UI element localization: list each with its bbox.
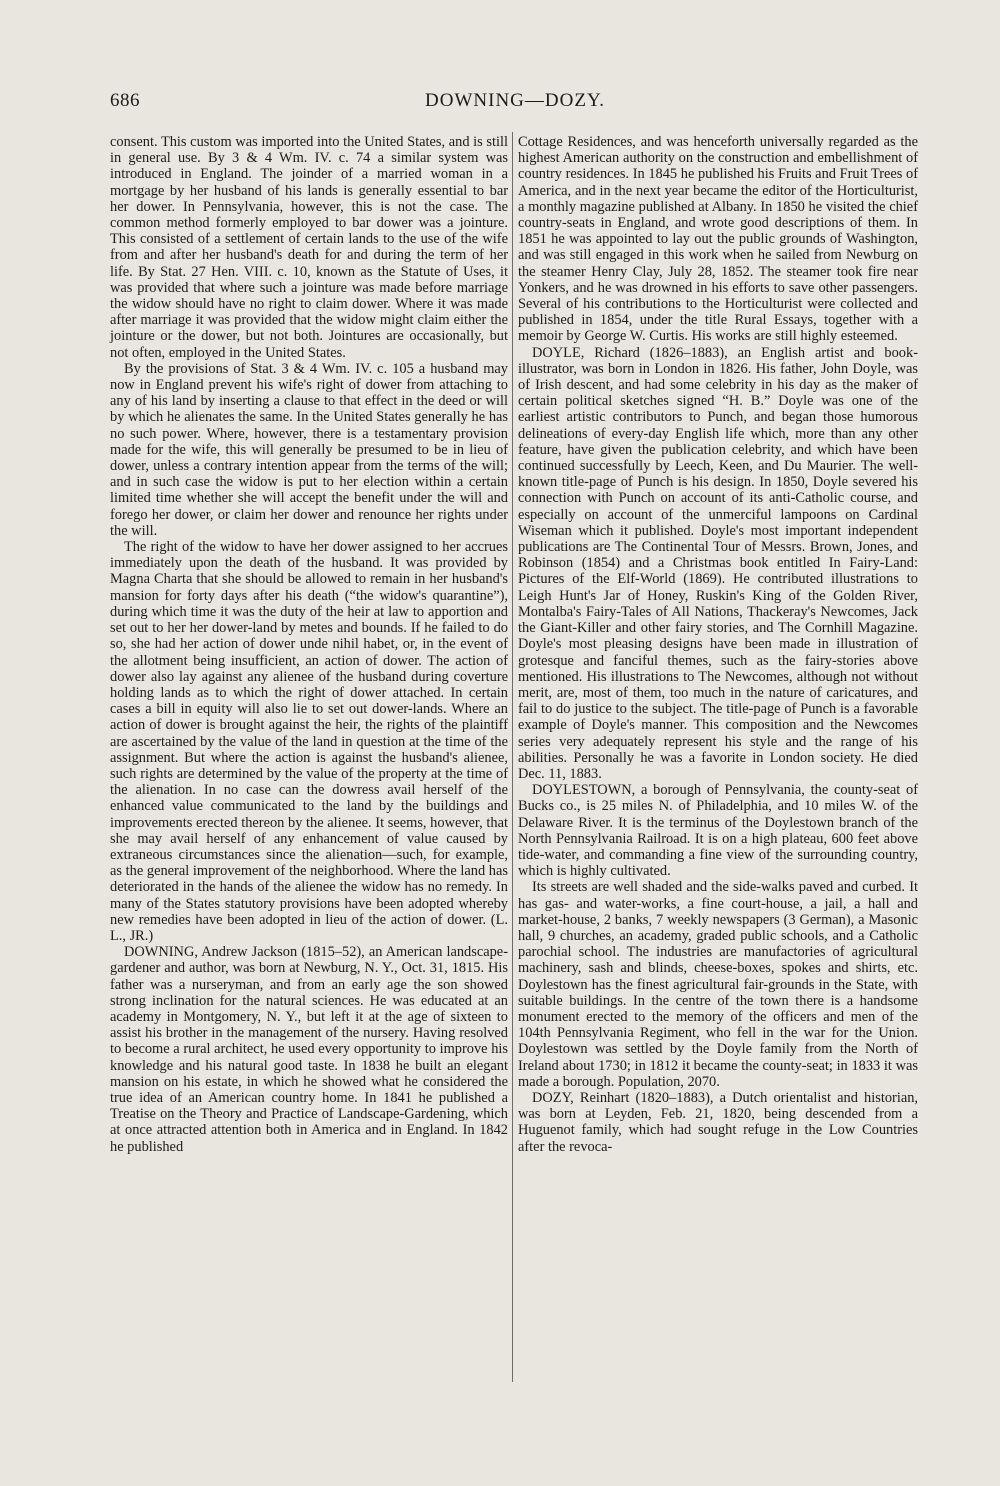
paragraph: The right of the widow to have her dower assigned to her accrues immediately upon the death of the husband. It was provided by Magna Charta that she should be allowed to remain in her husband's mansion for forty days after his death (“the widow's quarantine”), during which time it was the duty of the heir at law to apportion and set out to her her dower-land by metes and bounds. If he failed to do so, she had her action of dower unde nihil habet, or, in the event of the allotment being insufficient, an action of dower. The action of dower also lay against any alienee of the husband during coverture holding lands as to which the right of dower attached. In certain cases a bill in equity will also lie to set out dower-lands. Where an action of dower is brought against the heir, the rights of the plaintiff are ascertained by the value of the land in question at the time of the assignment. But where the action is against the husband's alienee, such rights are determined by the value of the property at the time of the alienation. In no case can the dowress avail herself of the enhanced value communicated to the land by the buildings and improvements erected thereon by the alienee. It seems, however, that she may avail herself of any enhancement of value caused by extraneous circumstances since the alienation—such, for example, as the general improvement of the neighborhood. Where the land has deteriorated in the hands of the alienee the widow has no remedy. In many of the States statutory provisions have been adopted whereby new remedies have been adopted in lieu of the action of dower. (L. L., JR.) bbox=[110, 539, 508, 944]
running-head: DOWNING—DOZY. bbox=[425, 90, 605, 111]
paragraph: Its streets are well shaded and the side-walks paved and curbed. It has gas- and water-works, a fine court-house, a jail, a hall and market-house, 2 banks, 7 weekly newspapers (3 German), a Masonic hall, 9 churches, an academy, graded public schools, and a Catholic parochial school. The industries are manufactories of agricultural machinery, sash and blinds, cheese-boxes, spokes and shirts, etc. Doylestown has the finest agricultural fair-grounds in the State, with suitable buildings. In the centre of the town there is a handsome monument erected to the memory of the officers and men of the 104th Pennsylvania Regiment, who fell in the war for the Union. Doylestown was settled by the Doyle family from the North of Ireland about 1730; in 1812 it became the county-seat; in 1833 it was made a borough. Population, 2070. bbox=[518, 879, 918, 1090]
entry-heading: DOWNING, Andrew Jackson bbox=[124, 944, 298, 961]
paragraph: consent. This custom was imported into the United States, and is still in general use. By 3 & 4 Wm. IV. c. 74 a similar system was introduced in England. The joinder of a married woman in a mortgage by her husband of his lands is generally essential to bar her dower. In Pennsylvania, however, this is not the case. The common method formerly employed to bar dower was a jointure. This consisted of a settlement of certain lands to the use of the wife from and after her husband's death for and during the term of her life. By Stat. 27 Hen. VIII. c. 10, known as the Statute of Uses, it was provided that where such a jointure was made before marriage the widow should have no right to claim dower. Where it was made after marriage it was provided that the widow might claim either the jointure or the dower, but not both. Jointures are occasionally, but not often, employed in the United States. bbox=[110, 134, 508, 361]
entry-heading: DOZY, Reinhart bbox=[532, 1089, 630, 1106]
column-divider bbox=[512, 132, 513, 1382]
entry-heading: DOYLE, Richard bbox=[532, 344, 640, 361]
entry-body: (1826–1883), an English artist and book-illustrator, was born in London in 1826. His father, John Doyle, was of Irish descent, and had some celebrity in his day as the maker of certain political sketches signed “H. B.” Doyle was one of the earliest artistic contributors to Punch, and began those humorous delineations of every-day English life which, more than any other feature, have given the publication celebrity, and which have been continued successfully by Leech, Keen, and Du Maurier. The well-known title-page of Punch is his design. In 1850, Doyle severed his connection with Punch on account of its anti-Catholic course, and especially on account of the unmerciful lampoons on Cardinal Wiseman which it published. Doyle's most important independent publications are The Continental Tour of Messrs. Brown, Jones, and Robinson (1854) and a Christmas book entitled In Fairy-Land: Pictures of the Elf-World (1869). He contributed illustrations to Leigh Hunt's Jar of Honey, Ruskin's King of the Golden River, Montalba's Fairy-Tales of All Nations, Thackeray's Newcomes, Jack the Giant-Killer and other fairy stories, and The Cornhill Magazine. Doyle's most pleasing designs have been made in illustration of grotesque and fanciful themes, such as the fairy-stories above mentioned. His illustrations to The Newcomes, although not without merit, are, most of them, too much in the nature of caricatures, and fail to do justice to the subject. The title-page of Punch is a favorable example of Doyle's manner. This composition and the Newcomes series very adequately represent his style and the range of his abilities. Personally he was a favorite in London society. He died Dec. 11, 1883. bbox=[518, 344, 918, 782]
entry-doylestown bbox=[518, 782, 918, 879]
left-column bbox=[110, 134, 508, 1155]
entry-downing bbox=[110, 944, 508, 1155]
entry-body: (1820–1883), a Dutch orientalist and historian, was born at Leyden, Feb. 21, 1820, being descended from a Huguenot family, which had sought refuge in the Low Countries after the revoca- bbox=[518, 1089, 918, 1155]
entry-body: (1815–52), an American landscape-gardener and author, was born at Newburg, N. Y., Oct. 31, 1815. His father was a nurseryman, and from an early age the son showed strong inclination for the natural sciences. He was educated at an academy in Montgomery, N. Y., but left it at the age of sixteen to assist his brother in the management of the nursery. Having resolved to become a rural architect, he used every opportunity to improve his knowledge and his natural good taste. In 1838 he built an elegant mansion on his estate, in which he showed what he considered the true idea of an American country home. In 1841 he published a Treatise on the Theory and Practice of Landscape-Gardening, which at once attracted attention both in America and in England. In 1842 he published bbox=[110, 944, 508, 1155]
entry-body: , a borough of Pennsylvania, the county-seat of Bucks co., is 25 miles N. of Philadelphia, and 10 miles W. of the Delaware River. It is the terminus of the Doylestown branch of the North Pennsylvania Railroad. It is on a high plateau, 600 feet above tide-water, and commanding a fine view of the surrounding country, which is highly cultivated. bbox=[518, 782, 918, 880]
page-header bbox=[110, 90, 920, 120]
entry-dozy bbox=[518, 1090, 918, 1155]
paragraph: By the provisions of Stat. 3 & 4 Wm. IV. c. 105 a husband may now in England prevent his wife's right of dower from attaching to any of his land by inserting a clause to that effect in the deed or will by which he alienates the same. In the United States generally he has no such power. Where, however, there is a testamentary provision made for the wife, this will generally be presumed to be in lieu of dower, unless a contrary intention appear from the terms of the will; and in such case the widow is put to her election within a certain limited time whether she will accept the benefit under the will and forego her dower, or claim her dower and renounce her rights under the will. bbox=[110, 360, 508, 539]
right-column bbox=[518, 134, 918, 1155]
page-number: 686 bbox=[110, 90, 140, 111]
entry-doyle bbox=[518, 345, 918, 782]
paragraph: Cottage Residences, and was henceforth universally regarded as the highest American authority on the construction and embellishment of country residences. In 1845 he published his Fruits and Fruit Trees of America, and in the next year became the editor of the Horticulturist, a monthly magazine published at Albany. In 1850 he visited the chief country-seats in England, and wrote good descriptions of them. In 1851 he was appointed to lay out the public grounds of Washington, and was still engaged in this work when he sailed from Newburg on the steamer Henry Clay, July 28, 1852. The steamer took fire near Yonkers, and he was drowned in his efforts to save other passengers. Several of his contributions to the Horticulturist were collected and published in 1854, under the title Rural Essays, together with a memoir by George W. Curtis. His works are still highly esteemed. bbox=[518, 134, 918, 345]
entry-heading: DOYLESTOWN bbox=[532, 782, 632, 799]
